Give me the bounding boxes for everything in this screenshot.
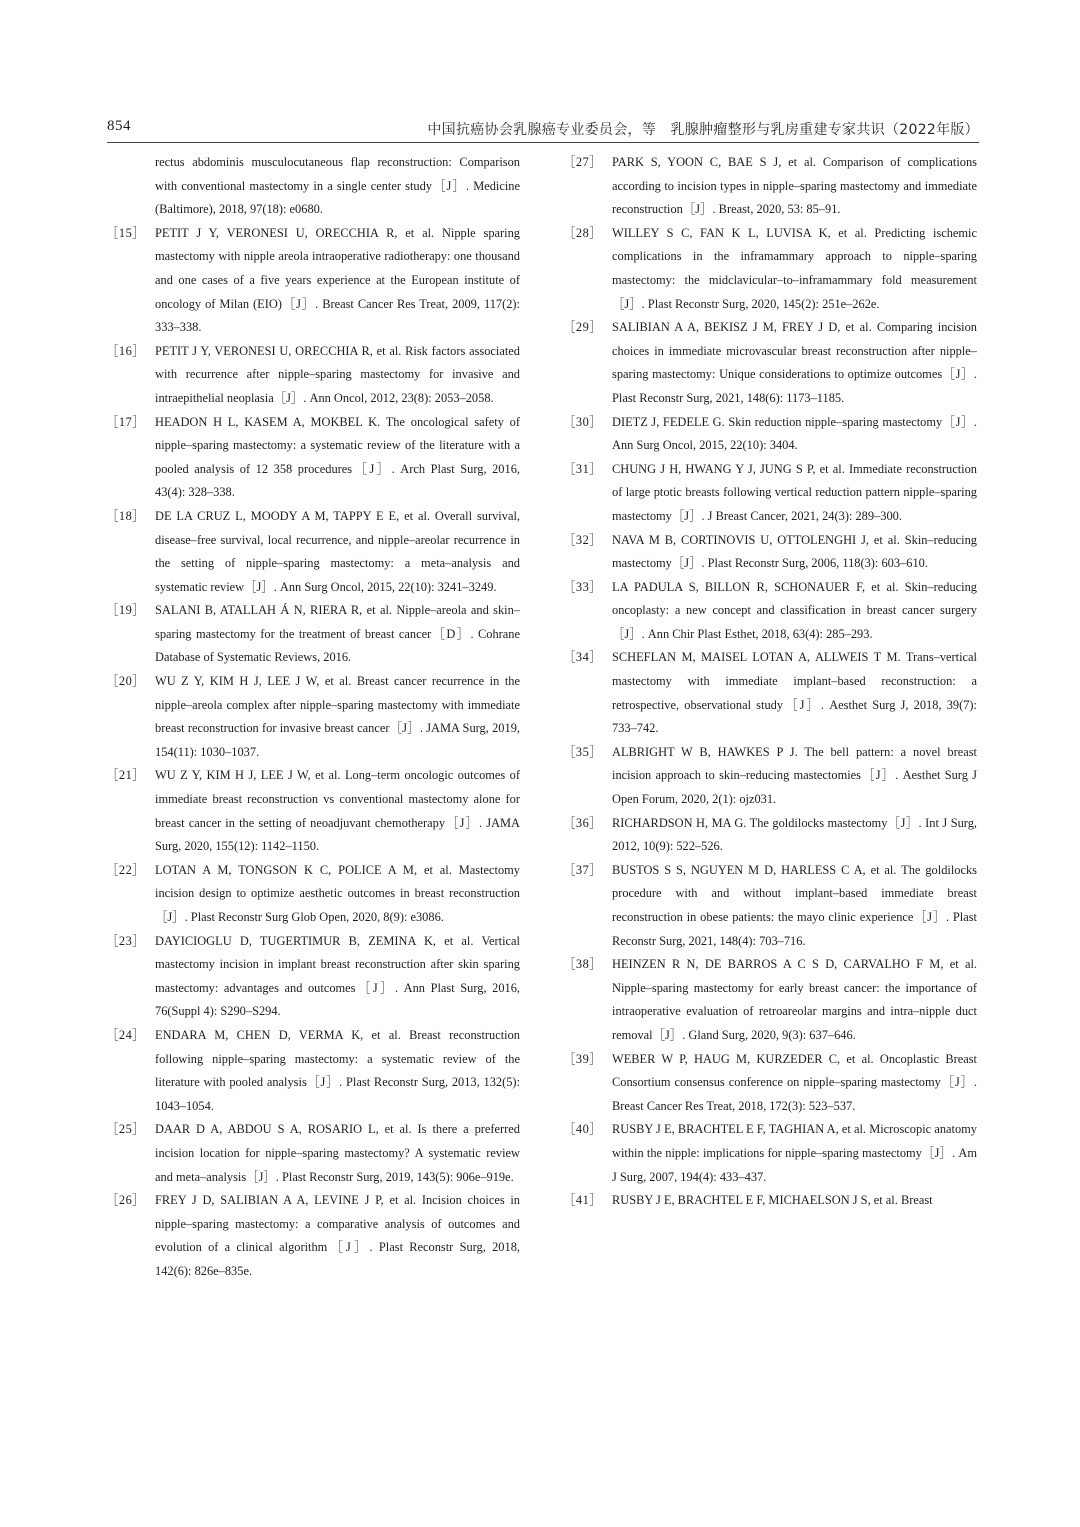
reference-entry (106, 1189, 520, 1283)
reference-number: ［36］ (563, 815, 603, 830)
reference-number: ［41］ (563, 1193, 603, 1208)
reference-number: ［16］ (106, 343, 146, 358)
reference-entry (563, 741, 977, 812)
reference-number: ［17］ (106, 414, 146, 429)
reference-entry (563, 646, 977, 740)
reference-entry (563, 316, 977, 410)
reference-entry (563, 529, 977, 576)
reference-entry (106, 670, 520, 764)
reference-number: ［27］ (563, 155, 603, 169)
reference-text: WU Z Y, KIM H J, LEE J W, et al. Long–term oncologic outcomes of immediate breast reconstruction vs conventional mastectomy alone for breast cancer in the setting of neoadjuvant chemotherapy［J］. JAMA Surg, 2020, 155(12): 1142–1150. (155, 768, 520, 854)
reference-number: ［32］ (563, 532, 603, 547)
reference-entry (563, 1048, 977, 1119)
reference-entry (563, 953, 977, 1047)
reference-text: SCHEFLAN M, MAISEL LOTAN A, ALLWEIS T M. Trans–vertical mastectomy with immediate implant–based reconstruction: a retrospective, observational study［J］. Aesthet Surg J, 2018, 39(7): 733–742. (612, 650, 977, 736)
reference-number: ［34］ (563, 650, 603, 665)
reference-text: ENDARA M, CHEN D, VERMA K, et al. Breast reconstruction following nipple–sparing mastectomy: a systematic review of the literature with pooled analysis［J］. Plast Reconstr Surg, 2013, 132(5): 1043–1054. (155, 1027, 520, 1113)
references-left-column (106, 151, 520, 1284)
reference-entry (106, 411, 520, 505)
reference-entry (106, 1118, 520, 1189)
reference-number: ［15］ (106, 225, 146, 240)
reference-text: CHUNG J H, HWANG Y J, JUNG S P, et al. Immediate reconstruction of large ptotic breasts following vertical reduction pattern nipple–sparing mastectomy［J］. J Breast Cancer, 2021, 24(3): 289–300. (612, 461, 977, 523)
reference-entry (106, 151, 520, 222)
reference-number: ［19］ (106, 603, 146, 618)
reference-text: HEADON H L, KASEM A, MOKBEL K. The oncological safety of nipple–sparing mastectomy: a systematic review of the literature with a pooled analysis of 12 358 procedures［J］. Arch Plast Surg, 2016, 43(4): 328–338. (155, 414, 520, 500)
reference-entry (106, 1024, 520, 1118)
reference-number: ［26］ (106, 1193, 146, 1208)
reference-text: SALIBIAN A A, BEKISZ J M, FREY J D, et al. Comparing incision choices in immediate microvascular breast reconstruction after nipple–sparing mastectomy: Unique considerations to optimize outcomes［J］. Plast Reconstr Surg, 2021, 148(6): 1173–1185. (612, 320, 977, 405)
page-number: 854 (107, 118, 131, 134)
reference-text: BUSTOS S S, NGUYEN M D, HARLESS C A, et al. The goldilocks procedure with and without implant–based immediate breast reconstruction in obese patients: the mayo clinic experience［J］. Plast Reconstr Surg, 2021, 148(4): 703–716. (612, 862, 977, 948)
reference-text: WILLEY S C, FAN K L, LUVISA K, et al. Predicting ischemic complications in the inframammary approach to nipple–sparing mastectomy: the midclavicular–to–inframammary fold measurement［J］. Plast Reconstr Surg, 2020, 145(2): 251e–262e. (612, 225, 977, 311)
reference-number: ［31］ (563, 461, 603, 476)
reference-text: RUSBY J E, BRACHTEL E F, TAGHIAN A, et al. Microscopic anatomy within the nipple: implications for nipple–sparing mastectomy［J］. Am J Surg, 2007, 194(4): 433–437. (612, 1122, 977, 1184)
reference-number: ［23］ (106, 933, 146, 948)
references-right-column (563, 151, 977, 1213)
reference-number: ［29］ (563, 320, 603, 335)
reference-text: LOTAN A M, TONGSON K C, POLICE A M, et al. Mastectomy incision design to optimize aesthetic outcomes in breast reconstruction［J］. Plast Reconstr Surg Glob Open, 2020, 8(9): e3086. (155, 862, 520, 924)
reference-text: WU Z Y, KIM H J, LEE J W, et al. Breast cancer recurrence in the nipple–areola complex after nipple–sparing mastectomy with immediate breast reconstruction for invasive breast cancer［J］. JAMA Surg, 2019, 154(11): 1030–1037. (155, 674, 520, 759)
reference-number: ［24］ (106, 1027, 146, 1042)
reference-number: ［33］ (563, 579, 603, 594)
reference-entry (563, 859, 977, 953)
reference-text: RUSBY J E, BRACHTEL E F, MICHAELSON J S, et al. Breast (612, 1193, 933, 1208)
reference-entry (563, 222, 977, 316)
reference-text: DAAR D A, ABDOU S A, ROSARIO L, et al. Is there a preferred incision location for nipple–sparing mastectomy? A systematic review and meta–analysis［J］. Plast Reconstr Surg, 2019, 143(5): 906e–919e. (155, 1122, 520, 1184)
reference-text: LA PADULA S, BILLON R, SCHONAUER F, et al. Skin–reducing oncoplasty: a new concept and classification in breast cancer surgery［J］. Ann Chir Plast Esthet, 2018, 63(4): 285–293. (612, 579, 977, 641)
reference-number: ［28］ (563, 225, 603, 240)
reference-number: ［37］ (563, 862, 603, 877)
reference-text: SALANI B, ATALLAH Á N, RIERA R, et al. Nipple–areola and skin–sparing mastectomy for the treatment of breast cancer［D］. Cohrane Database of Systematic Reviews, 2016. (155, 603, 520, 665)
reference-text: DE LA CRUZ L, MOODY A M, TAPPY E E, et al. Overall survival, disease–free survival, local recurrence, and nipple–areolar recurrence in the setting of nipple–sparing mastectomy: a meta–analysis and systematic review［J］. Ann Surg Oncol, 2015, 22(10): 3241–3249. (155, 508, 520, 594)
reference-text: rectus abdominis musculocutaneous flap reconstruction: Comparison with conventional mastectomy in a single center study［J］. Medicine (Baltimore), 2018, 97(18): e0680. (155, 155, 520, 217)
reference-number: ［40］ (563, 1122, 603, 1137)
reference-entry (563, 1118, 977, 1189)
reference-number: ［35］ (563, 744, 603, 759)
reference-entry (106, 222, 520, 340)
reference-number: ［38］ (563, 957, 603, 972)
reference-text: RICHARDSON H, MA G. The goldilocks mastectomy［J］. Int J Surg, 2012, 10(9): 522–526. (612, 815, 977, 854)
reference-entry (106, 859, 520, 930)
reference-entry (106, 599, 520, 670)
header-divider (107, 142, 979, 143)
reference-entry (563, 411, 977, 458)
reference-text: DIETZ J, FEDELE G. Skin reduction nipple–sparing mastectomy［J］. Ann Surg Oncol, 2015, 22(10): 3404. (612, 414, 977, 453)
reference-text: ALBRIGHT W B, HAWKES P J. The bell pattern: a novel breast incision approach to skin–reducing mastectomies［J］. Aesthet Surg J Open Forum, 2020, 2(1): ojz031. (612, 744, 977, 807)
running-title: 中国抗癌协会乳腺癌专业委员会，等 乳腺肿瘤整形与乳房重建专家共识（2022年版） (427, 122, 979, 138)
reference-number: ［21］ (106, 768, 146, 783)
reference-text: DAYICIOGLU D, TUGERTIMUR B, ZEMINA K, et al. Vertical mastectomy incision in implant breast reconstruction after skin sparing mastectomy: advantages and outcomes［J］. Ann Plast Surg, 2016, 76(Suppl 4): S290–S294. (155, 933, 520, 1019)
reference-number: ［18］ (106, 508, 146, 523)
reference-entry (106, 930, 520, 1024)
reference-text: NAVA M B, CORTINOVIS U, OTTOLENGHI J, et al. Skin–reducing mastectomy［J］. Plast Reconstr Surg, 2006, 118(3): 603–610. (612, 532, 977, 571)
reference-entry (563, 576, 977, 647)
reference-number: ［30］ (563, 414, 603, 429)
reference-entry (106, 764, 520, 858)
reference-number: ［20］ (106, 674, 146, 689)
reference-text: FREY J D, SALIBIAN A A, LEVINE J P, et al. Incision choices in nipple–sparing mastectomy: a comparative analysis of outcomes and evolution of a clinical algorithm［J］. Plast Reconstr Surg, 2018, 142(6): 826e–835e. (155, 1193, 520, 1278)
page-header (107, 118, 979, 140)
reference-number: ［25］ (106, 1122, 146, 1137)
reference-text: HEINZEN R N, DE BARROS A C S D, CARVALHO F M, et al. Nipple–sparing mastectomy for early breast cancer: the importance of intraoperative evaluation of retroareolar margins and intra–nipple duct removal［J］. Gland Surg, 2020, 9(3): 637–646. (612, 957, 977, 1042)
reference-entry (106, 505, 520, 599)
reference-number: ［39］ (563, 1051, 603, 1066)
reference-text: PETIT J Y, VERONESI U, ORECCHIA R, et al. Nipple sparing mastectomy with nipple areola intraoperative radiotherapy: one thousand and one cases of a five years experience at the European institute of oncology of Milan (EIO)［J］. Breast Cancer Res Treat, 2009, 117(2): 333–338. (155, 225, 520, 335)
reference-text: PARK S, YOON C, BAE S J, et al. Comparison of complications according to incision types in nipple–sparing mastectomy and immediate reconstruction［J］. Breast, 2020, 53: 85–91. (612, 155, 977, 217)
reference-entry (563, 812, 977, 859)
reference-entry (563, 458, 977, 529)
reference-text: WEBER W P, HAUG M, KURZEDER C, et al. Oncoplastic Breast Consortium consensus conference on nipple–sparing mastectomy［J］. Breast Cancer Res Treat, 2018, 172(3): 523–537. (612, 1051, 977, 1113)
reference-entry (563, 1189, 977, 1213)
reference-text: PETIT J Y, VERONESI U, ORECCHIA R, et al. Risk factors associated with recurrence after nipple–sparing mastectomy for invasive and intraepithelial neoplasia［J］. Ann Oncol, 2012, 23(8): 2053–2058. (155, 343, 520, 405)
reference-entry (563, 151, 977, 222)
reference-number: ［22］ (106, 862, 146, 877)
reference-entry (106, 340, 520, 411)
